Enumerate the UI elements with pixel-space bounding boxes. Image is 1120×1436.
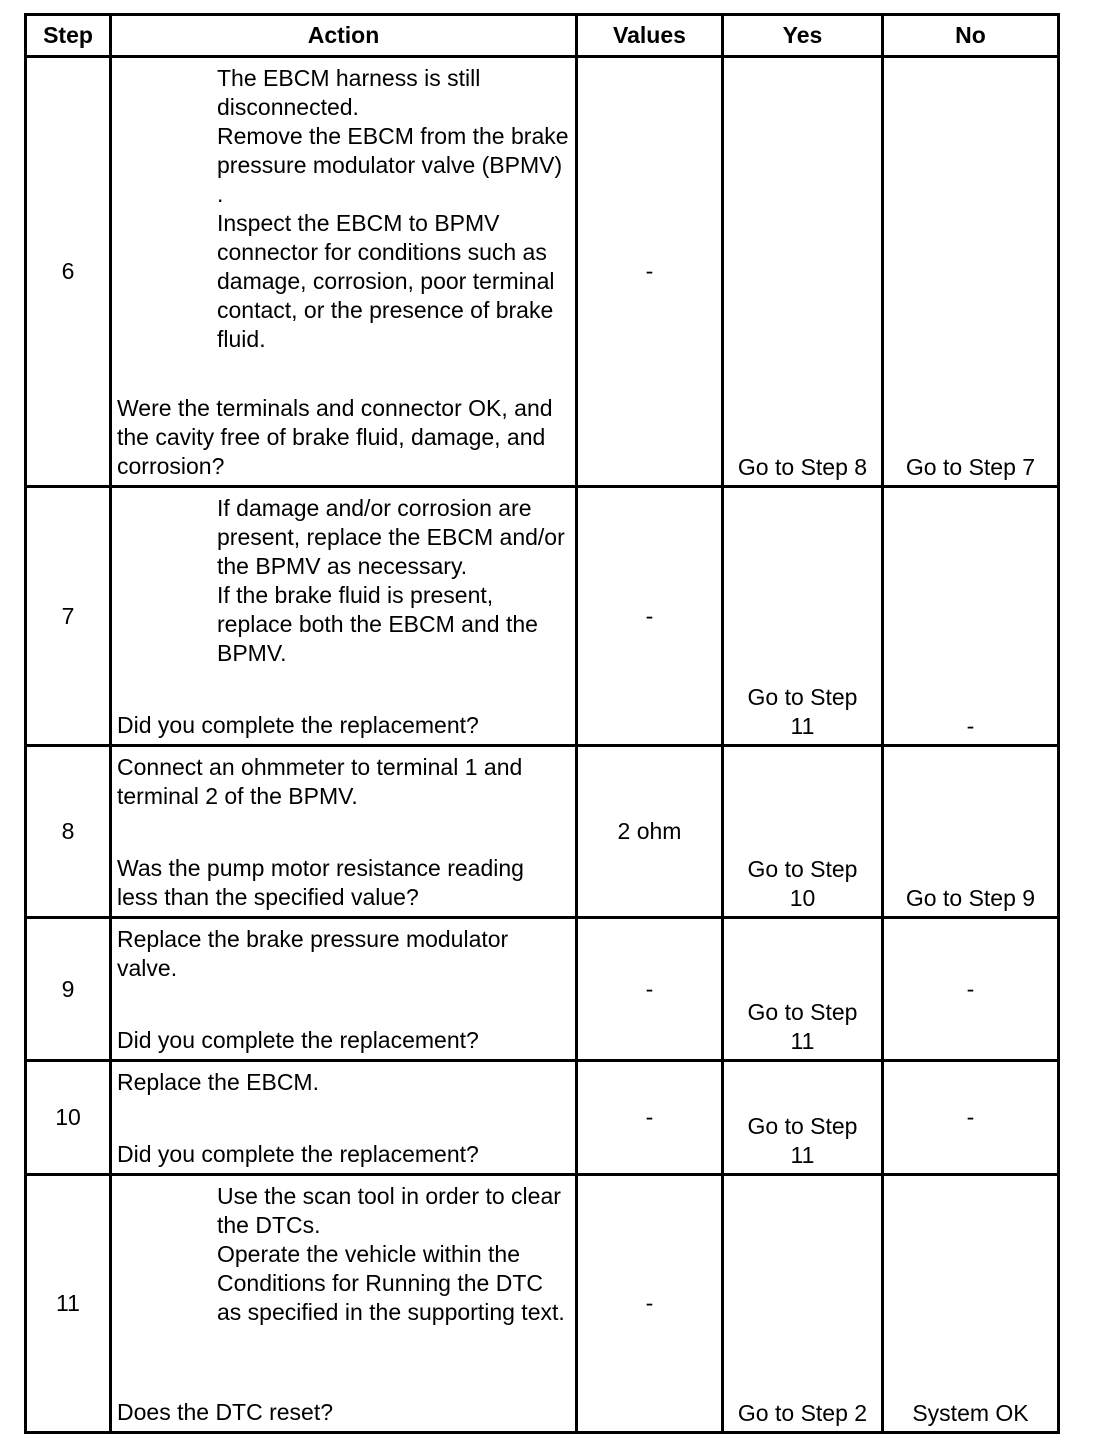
action-instructions — [117, 64, 571, 354]
no-cell: - — [883, 487, 1059, 746]
step-number: 11 — [26, 1175, 111, 1433]
no-cell: System OK — [883, 1175, 1059, 1433]
step-number: 9 — [26, 918, 111, 1061]
no-cell: - — [883, 918, 1059, 1061]
instruction-text: Use the scan tool in order to clear the DTCs. — [217, 1183, 561, 1238]
values-cell: - — [577, 57, 723, 487]
yes-text: Go to Step 11 — [747, 999, 858, 1054]
action-question: Did you complete the replacement? — [117, 1141, 479, 1167]
header-row — [26, 15, 1059, 57]
header-step: Step — [26, 15, 111, 57]
action-instructions — [117, 494, 571, 668]
header-no: No — [883, 15, 1059, 57]
instruction-text: If damage and/or corrosion are present, replace the EBCM and/or the BPMV as necessary. — [217, 495, 565, 579]
action-question: Were the terminals and connector OK, and the cavity free of brake fluid, damage, and corrosion? — [117, 395, 553, 479]
values-cell: - — [577, 487, 723, 746]
action-question: Did you complete the replacement? — [117, 1027, 479, 1053]
yes-cell — [723, 746, 883, 918]
action-instructions — [117, 753, 571, 811]
yes-cell: Go to Step 2 — [723, 1175, 883, 1433]
step-number: 7 — [26, 487, 111, 746]
yes-cell — [723, 1061, 883, 1175]
no-cell: - — [883, 1061, 1059, 1175]
values-cell: - — [577, 1061, 723, 1175]
action-cell — [111, 746, 577, 918]
yes-text: Go to Step 11 — [747, 1113, 858, 1168]
yes-text: Go to Step 10 — [747, 856, 858, 911]
step-number: 6 — [26, 57, 111, 487]
action-question: Does the DTC reset? — [117, 1399, 334, 1425]
action-cell — [111, 1175, 577, 1433]
step-number: 8 — [26, 746, 111, 918]
table-row — [26, 746, 1059, 918]
table-row — [26, 918, 1059, 1061]
instruction-text: Remove the EBCM from the brake pressure modulator valve (BPMV) . — [217, 123, 569, 207]
action-cell — [111, 1061, 577, 1175]
header-values: Values — [577, 15, 723, 57]
table-row — [26, 487, 1059, 746]
diagnostic-table — [24, 13, 1060, 1434]
action-instructions — [117, 925, 571, 983]
action-instructions — [117, 1182, 571, 1327]
instruction-text: If the brake fluid is present, replace both the EBCM and the BPMV. — [217, 582, 538, 666]
table-row — [26, 57, 1059, 487]
table-row — [26, 1061, 1059, 1175]
no-cell: Go to Step 9 — [883, 746, 1059, 918]
action-instructions — [117, 1068, 571, 1097]
yes-cell: Go to Step 8 — [723, 57, 883, 487]
yes-cell — [723, 918, 883, 1061]
table-row — [26, 1175, 1059, 1433]
no-cell: Go to Step 7 — [883, 57, 1059, 487]
header-action: Action — [111, 15, 577, 57]
values-cell: - — [577, 918, 723, 1061]
instruction-text: Replace the brake pressure modulator valve. — [117, 926, 509, 981]
action-cell — [111, 487, 577, 746]
header-yes: Yes — [723, 15, 883, 57]
action-question: Was the pump motor resistance reading less than the specified value? — [117, 855, 524, 910]
instruction-text: Connect an ohmmeter to terminal 1 and terminal 2 of the BPMV. — [117, 754, 523, 809]
values-cell: 2 ohm — [577, 746, 723, 918]
instruction-text: Replace the EBCM. — [117, 1069, 319, 1095]
instruction-text: Inspect the EBCM to BPMV connector for conditions such as damage, corrosion, poor terminal contact, or the presence of brake fluid. — [217, 210, 555, 352]
step-number: 10 — [26, 1061, 111, 1175]
action-cell — [111, 918, 577, 1061]
instruction-text: Operate the vehicle within the Conditions for Running the DTC as specified in the supporting text. — [217, 1241, 565, 1325]
yes-cell — [723, 487, 883, 746]
yes-text: Go to Step 11 — [747, 684, 858, 739]
action-question: Did you complete the replacement? — [117, 712, 479, 738]
action-cell — [111, 57, 577, 487]
values-cell: - — [577, 1175, 723, 1433]
instruction-text: The EBCM harness is still disconnected. — [217, 65, 481, 120]
